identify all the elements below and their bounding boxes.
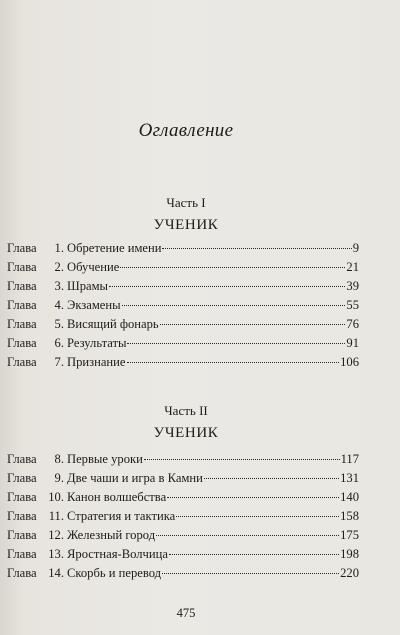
- chapter-number: 3.: [54, 279, 64, 293]
- part-1-label: Часть I: [166, 195, 206, 210]
- toc-entry: [7, 490, 359, 509]
- chapter-title: Стратегия и тактика: [67, 509, 176, 523]
- chapter-page: 9: [352, 241, 359, 255]
- part-2-title: УЧЕНИК: [153, 425, 219, 441]
- dot-leader: [109, 285, 345, 287]
- chapter-page: 198: [340, 547, 359, 561]
- chapter-word: Глава: [7, 317, 37, 331]
- chapter-number: 14.: [48, 566, 64, 580]
- toc-entry: [7, 452, 359, 471]
- chapter-title: Висящий фонарь: [67, 317, 159, 331]
- dot-leader: [167, 496, 339, 498]
- toc-entry: [7, 317, 359, 336]
- chapter-page: 175: [340, 528, 359, 542]
- part-1-title: УЧЕНИК: [153, 217, 219, 233]
- toc-entry: [7, 566, 359, 585]
- chapter-title: Скорбь и перевод: [67, 566, 162, 580]
- chapter-page: 55: [346, 298, 359, 312]
- chapter-page: 39: [346, 279, 359, 293]
- chapter-page: 131: [340, 471, 359, 485]
- chapter-page: 220: [340, 566, 359, 580]
- part-1-toc: [7, 241, 359, 374]
- chapter-title: Обретение имени: [67, 241, 162, 255]
- toc-entry: [7, 298, 359, 317]
- toc-entry: [7, 509, 359, 528]
- dot-leader: [127, 342, 345, 344]
- chapter-page: 158: [340, 509, 359, 523]
- chapter-word: Глава: [7, 566, 37, 580]
- chapter-word: Глава: [7, 241, 37, 255]
- dot-leader: [120, 266, 345, 268]
- chapter-title: Канон волшебства: [67, 490, 167, 504]
- dot-leader: [127, 361, 340, 363]
- chapter-page: 117: [340, 452, 359, 466]
- page-number: 475: [176, 606, 196, 620]
- dot-leader: [156, 534, 339, 536]
- chapter-number: 6.: [54, 336, 64, 350]
- dot-leader: [176, 515, 339, 517]
- chapter-word: Глава: [7, 528, 37, 542]
- dot-leader: [162, 572, 339, 574]
- toc-entry: [7, 241, 359, 260]
- part-2-toc: [7, 452, 359, 585]
- chapter-title: Экзамены: [67, 298, 121, 312]
- chapter-title: Яростная-Волчица: [67, 547, 168, 561]
- chapter-title: Обучение: [67, 260, 120, 274]
- part-2-label: Часть II: [164, 403, 208, 418]
- chapter-number: 7.: [54, 355, 64, 369]
- chapter-title: Признание: [67, 355, 126, 369]
- chapter-word: Глава: [7, 509, 37, 523]
- toc-entry: [7, 355, 359, 374]
- toc-entry: [7, 471, 359, 490]
- chapter-page: 91: [346, 336, 359, 350]
- dot-leader: [169, 553, 339, 555]
- chapter-number: 12.: [48, 528, 64, 542]
- chapter-title: Результаты: [67, 336, 127, 350]
- chapter-number: 10.: [48, 490, 64, 504]
- dot-leader: [204, 477, 339, 479]
- chapter-word: Глава: [7, 547, 37, 561]
- toc-entry: [7, 336, 359, 355]
- chapter-word: Глава: [7, 452, 37, 466]
- toc-entry: [7, 279, 359, 298]
- chapter-page: 140: [340, 490, 359, 504]
- chapter-title: Первые уроки: [67, 452, 143, 466]
- chapter-word: Глава: [7, 336, 37, 350]
- chapter-page: 76: [346, 317, 359, 331]
- dot-leader: [160, 323, 346, 325]
- chapter-word: Глава: [7, 471, 37, 485]
- chapter-number: 2.: [54, 260, 64, 274]
- toc-entry: [7, 547, 359, 566]
- chapter-number: 11.: [48, 509, 64, 523]
- chapter-number: 4.: [54, 298, 64, 312]
- chapter-number: 9.: [54, 471, 64, 485]
- chapter-word: Глава: [7, 279, 37, 293]
- page-title: Оглавление: [138, 120, 234, 141]
- chapter-word: Глава: [7, 490, 37, 504]
- chapter-word: Глава: [7, 298, 37, 312]
- chapter-number: 8.: [54, 452, 64, 466]
- chapter-page: 106: [340, 355, 359, 369]
- chapter-number: 1.: [54, 241, 64, 255]
- chapter-title: Две чаши и игра в Камни: [67, 471, 203, 485]
- toc-entry: [7, 260, 359, 279]
- chapter-word: Глава: [7, 260, 37, 274]
- chapter-title: Шрамы: [67, 279, 109, 293]
- chapter-title: Железный город: [67, 528, 156, 542]
- toc-entry: [7, 528, 359, 547]
- dot-leader: [144, 458, 340, 460]
- chapter-page: 21: [346, 260, 359, 274]
- dot-leader: [162, 247, 351, 249]
- dot-leader: [122, 304, 346, 306]
- chapter-word: Глава: [7, 355, 37, 369]
- chapter-number: 5.: [54, 317, 64, 331]
- chapter-number: 13.: [48, 547, 64, 561]
